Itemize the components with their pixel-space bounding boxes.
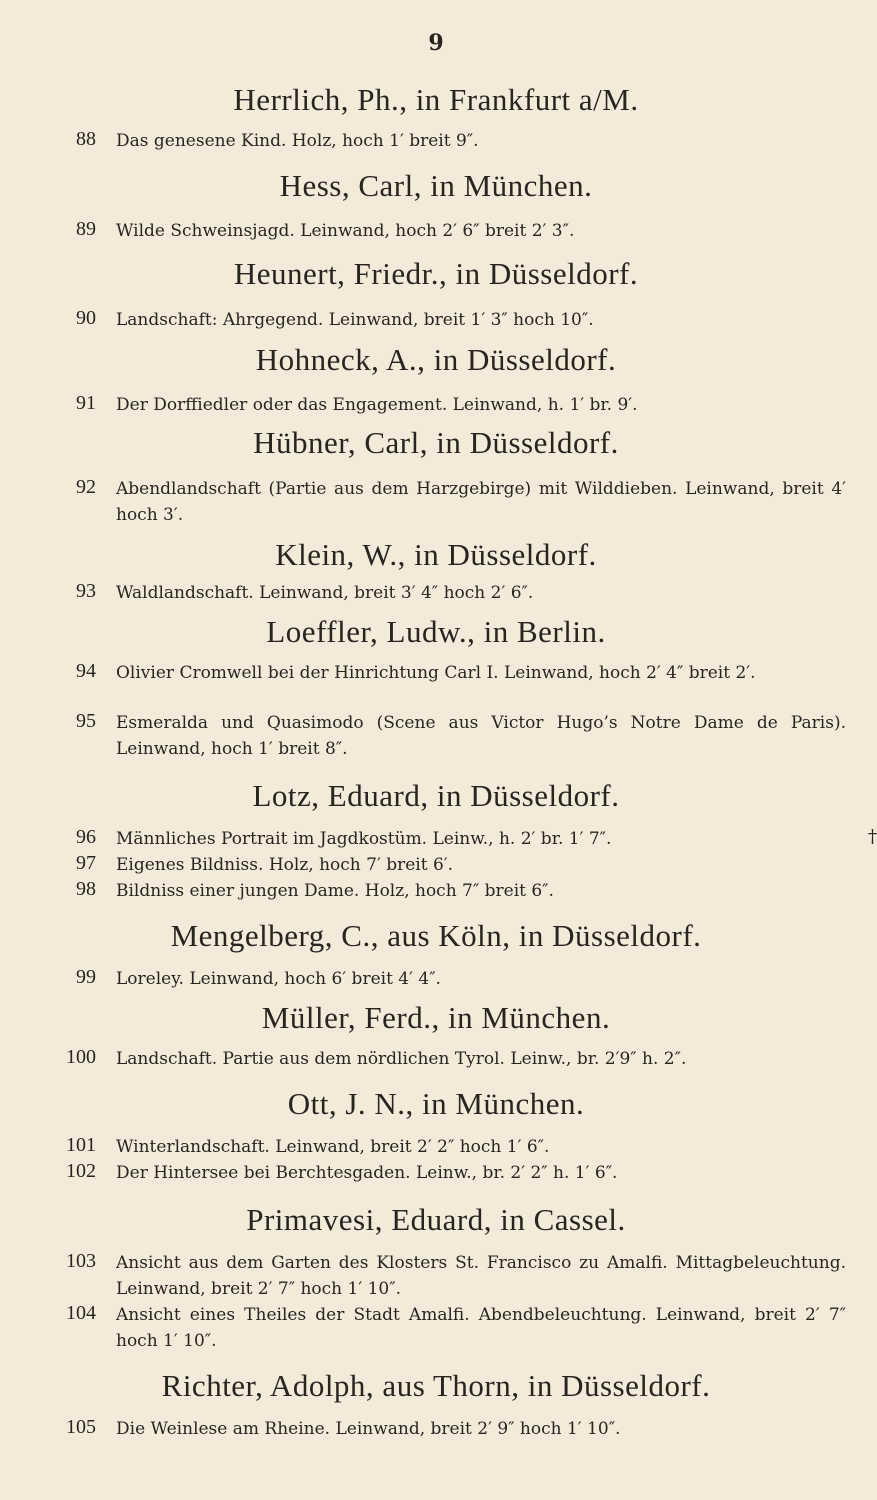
artist-heading: Hübner, Carl, in Düsseldorf. <box>253 425 619 460</box>
entry-text: Bildniss einer jungen Dame. Holz, hoch 7″ breit 6″. <box>116 881 554 901</box>
entry-number: 88 <box>76 128 96 150</box>
artist-heading: Hohneck, A., in Düsseldorf. <box>255 342 617 377</box>
entry-text: Loreley. Leinwand, hoch 6′ breit 4′ 4″. <box>116 969 441 989</box>
entry-number: 96 <box>76 826 96 848</box>
entry-number: 89 <box>76 218 96 240</box>
entry-text: Das genesene Kind. Holz, hoch 1′ breit 9″. <box>116 131 479 151</box>
entry-text: Waldlandschaft. Leinwand, breit 3′ 4″ hoch 2′ 6″. <box>116 583 534 603</box>
entry-text: Der Hintersee bei Berchtesgaden. Leinw., br. 2′ 2″ h. 1′ 6″. <box>116 1163 618 1183</box>
entry-text: Landschaft: Ahrgegend. Leinwand, breit 1′ 3″ hoch 10″. <box>116 310 594 330</box>
entry-text: Abendlandschaft (Partie aus dem Harzgebirge) mit Wilddieben. Leinwand, breit 4′ hoch 3′. <box>116 479 846 525</box>
artist-heading: Klein, W., in Düsseldorf. <box>275 537 597 572</box>
artist-heading: Primavesi, Eduard, in Cassel. <box>246 1202 626 1237</box>
entry-number: 101 <box>66 1134 96 1156</box>
artist-heading: Hess, Carl, in München. <box>279 168 593 203</box>
entry-number: 98 <box>76 878 96 900</box>
artist-heading: Mengelberg, C., aus Köln, in Düsseldorf. <box>170 918 702 953</box>
entry-text: Olivier Cromwell bei der Hinrichtung Carl I. Leinwand, hoch 2′ 4″ breit 2′. <box>116 663 756 683</box>
entry-number: 99 <box>76 966 96 988</box>
entry-text: Ansicht aus dem Garten des Klosters St. Francisco zu Amalfi. Mittagbeleuchtung. Leinwand, breit 2′ 7″ hoch 1′ 10″. <box>116 1253 846 1299</box>
entry-number: 97 <box>76 852 96 874</box>
entry-number: 104 <box>66 1302 96 1324</box>
entry-number: 92 <box>76 476 96 498</box>
dagger-mark: † <box>868 826 877 847</box>
entry-number: 93 <box>76 580 96 602</box>
entry-text: Esmeralda und Quasimodo (Scene aus Victor Hugo’s Notre Dame de Paris). Leinwand, hoch 1′ breit 8″. <box>116 713 846 759</box>
entry-number: 95 <box>76 710 96 732</box>
entry-number: 91 <box>76 392 96 414</box>
entry-text: Der Dorffiedler oder das Engagement. Leinwand, h. 1′ br. 9′. <box>116 395 638 415</box>
entry-number: 94 <box>76 660 96 682</box>
entry-text: Ansicht eines Theiles der Stadt Amalfi. Abendbeleuchtung. Leinwand, breit 2′ 7″ hoch 1′ 10″. <box>116 1305 846 1351</box>
entry-text: Landschaft. Partie aus dem nördlichen Tyrol. Leinw., br. 2′9″ h. 2″. <box>116 1049 687 1069</box>
entry-number: 105 <box>66 1416 96 1438</box>
artist-heading: Ott, J. N., in München. <box>287 1086 585 1121</box>
artist-heading: Heunert, Friedr., in Düsseldorf. <box>233 256 639 291</box>
entry-text: Winterlandschaft. Leinwand, breit 2′ 2″ hoch 1′ 6″. <box>116 1137 550 1157</box>
artist-heading: Müller, Ferd., in München. <box>261 1000 611 1035</box>
entry-number: 103 <box>66 1250 96 1272</box>
artist-heading: Richter, Adolph, aus Thorn, in Düsseldorf. <box>161 1368 711 1403</box>
entry-text: Wilde Schweinsjagd. Leinwand, hoch 2′ 6″ breit 2′ 3″. <box>116 221 575 241</box>
entry-number: 102 <box>66 1160 96 1182</box>
entry-text: Die Weinlese am Rheine. Leinwand, breit 2′ 9″ hoch 1′ 10″. <box>116 1419 621 1439</box>
entry-text: Männliches Portrait im Jagdkostüm. Leinw., h. 2′ br. 1′ 7″. <box>116 829 612 849</box>
artist-heading: Loeffler, Ludw., in Berlin. <box>266 614 606 649</box>
page-number: 9 <box>428 30 444 56</box>
entry-number: 100 <box>66 1046 96 1068</box>
entry-number: 90 <box>76 307 96 329</box>
artist-heading: Herrlich, Ph., in Frankfurt a/M. <box>233 82 639 117</box>
entry-text: Eigenes Bildniss. Holz, hoch 7′ breit 6′. <box>116 855 454 875</box>
artist-heading: Lotz, Eduard, in Düsseldorf. <box>252 778 620 813</box>
